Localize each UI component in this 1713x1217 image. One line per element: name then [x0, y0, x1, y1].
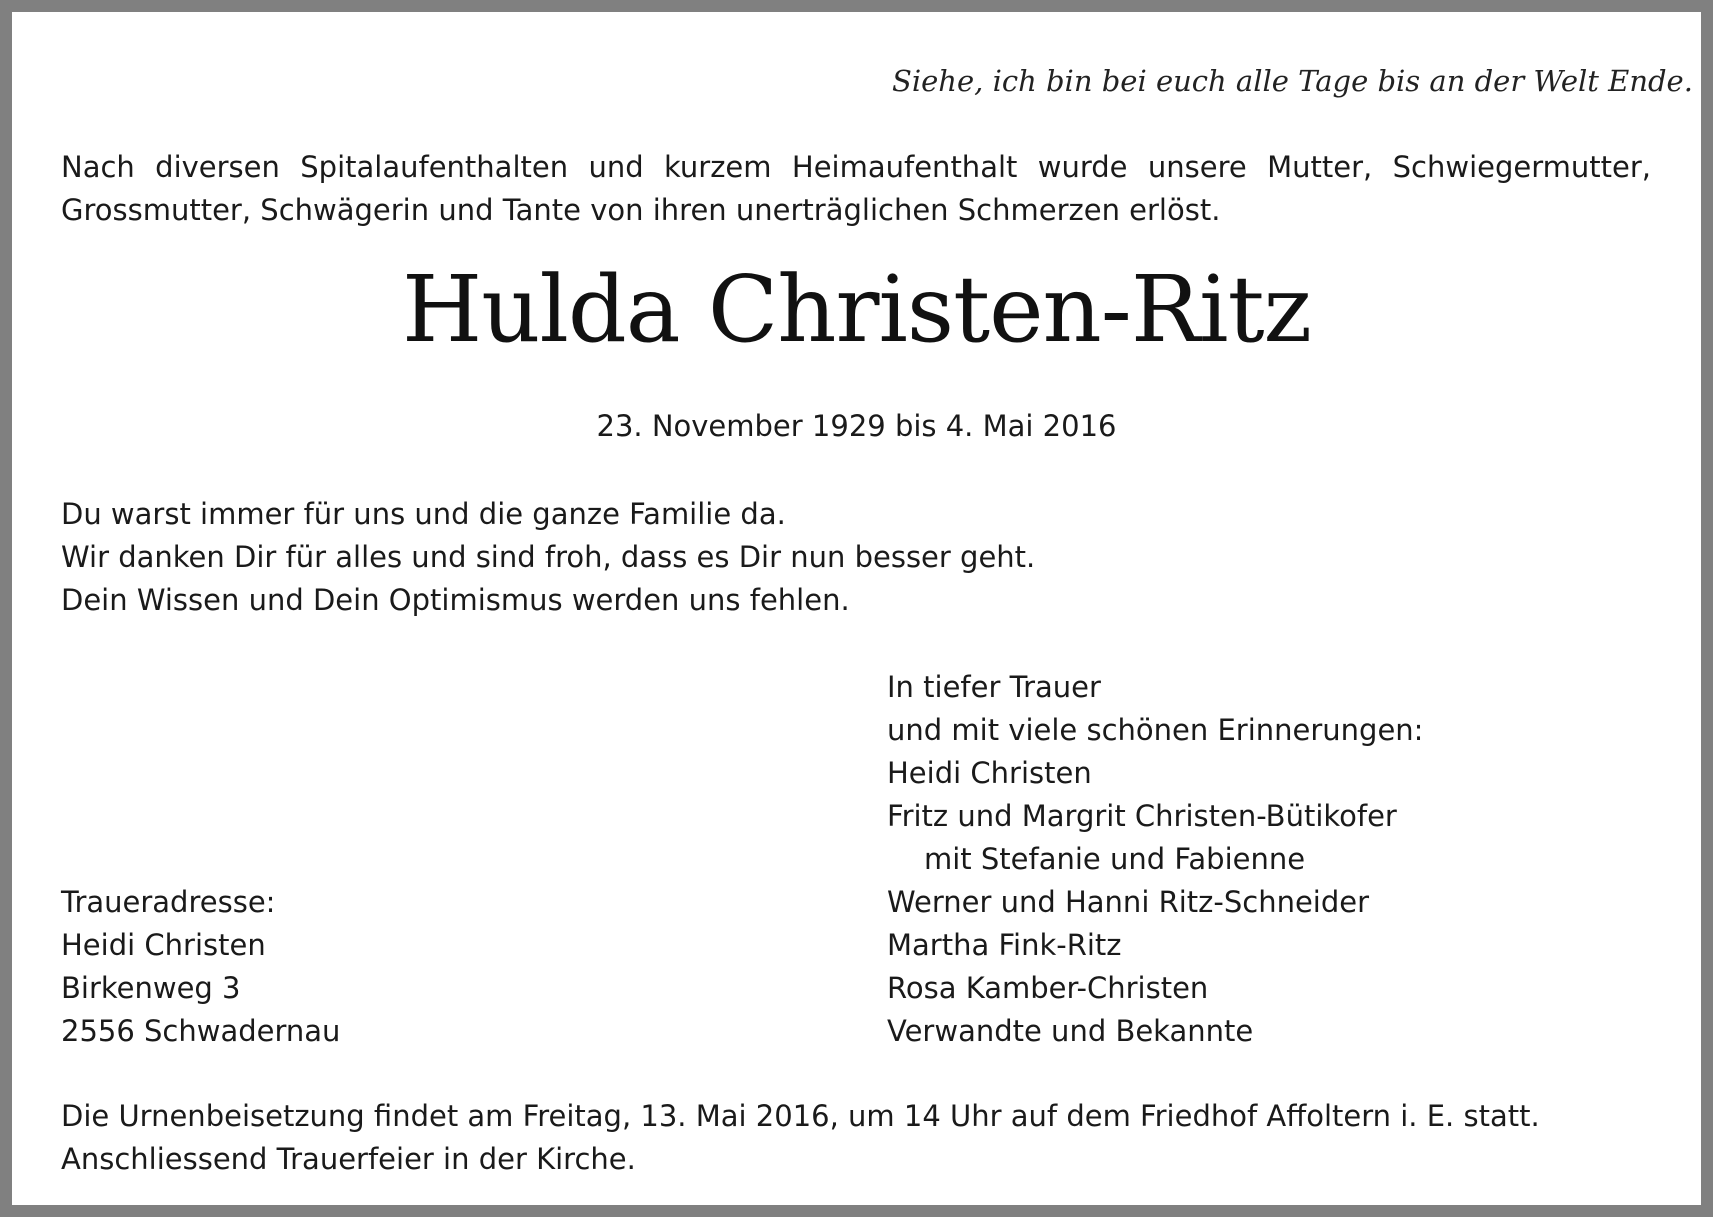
mourner-name: Rosa Kamber-Christen: [887, 971, 1209, 1005]
mourner-name: Werner und Hanni Ritz-Schneider: [887, 885, 1370, 919]
mourners-heading: In tiefer Trauer: [887, 670, 1101, 704]
intro-line-2: Grossmutter, Schwägerin und Tante von ihren unerträglichen Schmerzen erlöst.: [61, 193, 1221, 227]
mourners-list: [887, 666, 1423, 1053]
funeral-notice: [61, 1095, 1540, 1181]
address-name: Heidi Christen: [61, 928, 266, 962]
mourner-name: Martha Fink-Ritz: [887, 928, 1122, 962]
mourner-name: mit Stefanie und Fabienne: [924, 842, 1306, 876]
funeral-notice-line: Die Urnenbeisetzung findet am Freitag, 13. Mai 2016, um 14 Uhr auf dem Friedhof Affoltern i. E. statt.: [61, 1099, 1540, 1133]
tribute-line: Wir danken Dir für alles und sind froh, dass es Dir nun besser geht.: [61, 540, 1036, 574]
obituary-page: [12, 12, 1701, 1205]
mourner-name: Fritz und Margrit Christen-Bütikofer: [887, 799, 1397, 833]
address-label: Traueradresse:: [61, 885, 276, 919]
tribute-line: Dein Wissen und Dein Optimismus werden uns fehlen.: [61, 583, 850, 617]
tribute-line: Du warst immer für uns und die ganze Familie da.: [61, 497, 786, 531]
life-dates: 23. November 1929 bis 4. Mai 2016: [596, 409, 1117, 443]
mourner-name: Verwandte und Bekannte: [887, 1014, 1254, 1048]
mourning-address: [61, 881, 340, 1053]
address-city: 2556 Schwadernau: [61, 1014, 341, 1048]
funeral-notice-line: Anschliessend Trauerfeier in der Kirche.: [61, 1142, 636, 1176]
mourner-name: Heidi Christen: [887, 756, 1092, 790]
deceased-name: Hulda Christen-Ritz: [401, 256, 1312, 363]
address-street: Birkenweg 3: [61, 971, 241, 1005]
bible-verse: Siehe, ich bin bei euch alle Tage bis an der Welt Ende.: [892, 64, 1693, 98]
intro-line-1: Nach diversen Spitalaufenthalten und kurzem Heimaufenthalt wurde unsere Mutter, Schwiegermutter,: [61, 150, 1651, 184]
mourners-subheading: und mit viele schönen Erinnerungen:: [887, 713, 1424, 747]
tribute-text: [61, 493, 1035, 622]
